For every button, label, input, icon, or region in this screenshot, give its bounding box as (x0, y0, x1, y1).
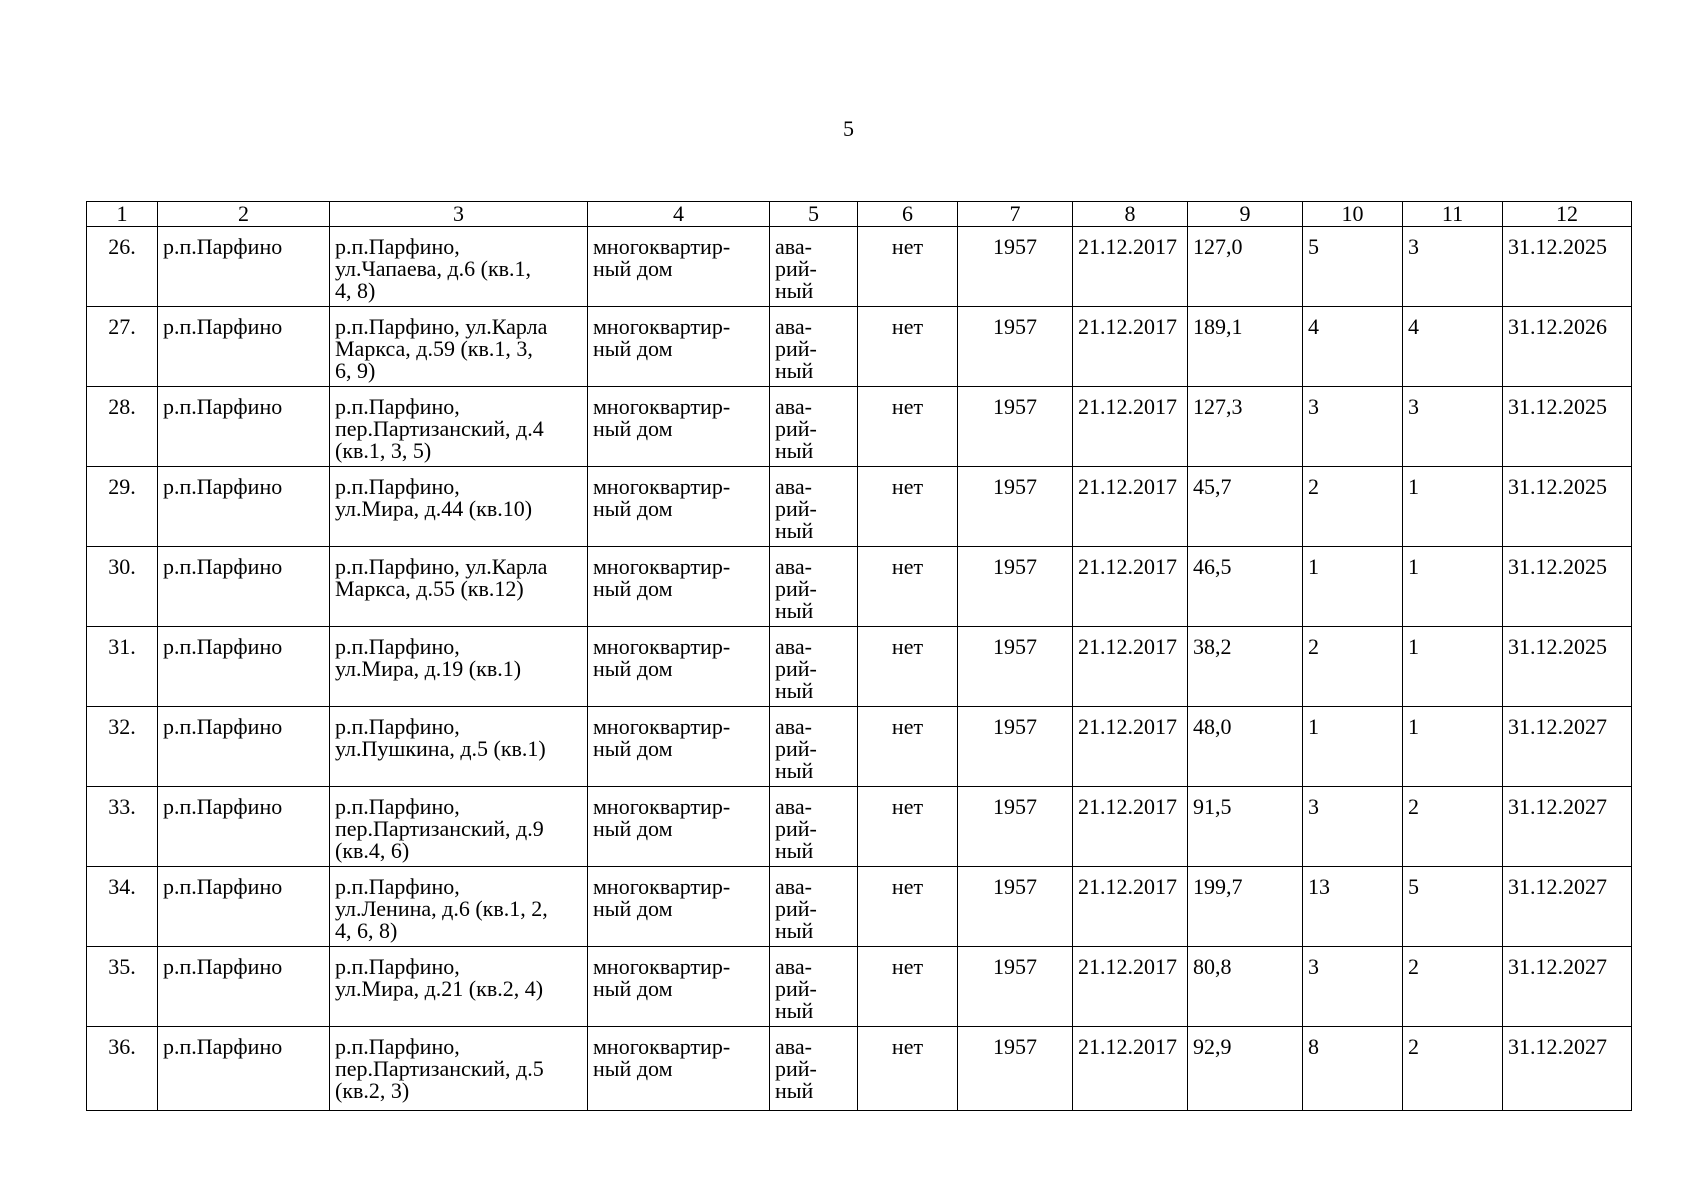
condition-status-cell-line: ава- (775, 874, 812, 899)
building-type-cell-line: многоквартир- (593, 474, 731, 499)
residents-cell: 8 (1303, 1027, 1403, 1111)
flag-cell: нет (858, 707, 958, 787)
apartments-cell: 1 (1403, 547, 1503, 627)
deadline-cell: 31.12.2027 (1503, 867, 1632, 947)
address-cell-line: р.п.Парфино, (335, 1034, 460, 1059)
building-type-cell-line: ный дом (593, 336, 673, 361)
residents-cell: 2 (1303, 467, 1403, 547)
year-built-cell: 1957 (958, 1027, 1073, 1111)
recognition-date-cell: 21.12.2017 (1073, 707, 1188, 787)
row-number-cell: 28. (87, 387, 158, 467)
building-type-cell (588, 867, 770, 947)
address-cell-line: пер.Партизанский, д.5 (335, 1056, 544, 1081)
address-cell (330, 227, 588, 307)
condition-status-cell (770, 787, 858, 867)
recognition-date-cell: 21.12.2017 (1073, 947, 1188, 1027)
column-number-header: 7 (958, 202, 1073, 227)
condition-status-cell-line: ава- (775, 314, 812, 339)
condition-status-cell-line: ный (775, 678, 814, 703)
deadline-cell: 31.12.2025 (1503, 467, 1632, 547)
deadline-cell: 31.12.2025 (1503, 387, 1632, 467)
row-number-cell: 36. (87, 1027, 158, 1111)
building-type-cell-line: ный дом (593, 576, 673, 601)
condition-status-cell-line: ава- (775, 954, 812, 979)
settlement-cell: р.п.Парфино (158, 707, 330, 787)
condition-status-cell (770, 387, 858, 467)
deadline-cell: 31.12.2027 (1503, 707, 1632, 787)
area-cell: 80,8 (1188, 947, 1303, 1027)
condition-status-cell-line: ава- (775, 554, 812, 579)
residents-cell: 2 (1303, 627, 1403, 707)
building-type-cell-line: ный дом (593, 1056, 673, 1081)
building-type-cell-line: многоквартир- (593, 714, 731, 739)
page-number: 5 (843, 116, 854, 141)
condition-status-cell-line: рий- (775, 1056, 817, 1081)
flag-cell: нет (858, 1027, 958, 1111)
year-built-cell: 1957 (958, 867, 1073, 947)
condition-status-cell-line: ный (775, 838, 814, 863)
apartments-cell: 2 (1403, 787, 1503, 867)
settlement-cell: р.п.Парфино (158, 307, 330, 387)
building-type-cell-line: многоквартир- (593, 1034, 731, 1059)
table-row (87, 307, 1632, 387)
condition-status-cell-line: ный (775, 758, 814, 783)
address-cell-line: р.п.Парфино, (335, 234, 460, 259)
address-cell-line: пер.Партизанский, д.9 (335, 816, 544, 841)
condition-status-cell-line: ный (775, 518, 814, 543)
building-type-cell-line: ный дом (593, 896, 673, 921)
condition-status-cell (770, 307, 858, 387)
address-cell-line: 6, 9) (335, 358, 376, 383)
table-row (87, 387, 1632, 467)
column-number-header: 12 (1503, 202, 1632, 227)
column-number-header: 4 (588, 202, 770, 227)
condition-status-cell-line: ный (775, 998, 814, 1023)
settlement-cell: р.п.Парфино (158, 467, 330, 547)
row-number-cell: 30. (87, 547, 158, 627)
building-type-cell (588, 547, 770, 627)
address-cell-line: р.п.Парфино, (335, 634, 460, 659)
address-cell-line: р.п.Парфино, (335, 474, 460, 499)
row-number-cell: 31. (87, 627, 158, 707)
building-type-cell-line: ный дом (593, 976, 673, 1001)
building-type-cell (588, 627, 770, 707)
table-row (87, 947, 1632, 1027)
condition-status-cell-line: ава- (775, 794, 812, 819)
condition-status-cell-line: рий- (775, 656, 817, 681)
address-cell-line: Маркса, д.59 (кв.1, 3, (335, 336, 533, 361)
deadline-cell: 31.12.2025 (1503, 547, 1632, 627)
address-cell-line: (кв.1, 3, 5) (335, 438, 432, 463)
condition-status-cell (770, 547, 858, 627)
address-cell-line: р.п.Парфино, ул.Карла (335, 314, 548, 339)
column-number-row (87, 202, 1632, 227)
condition-status-cell-line: рий- (775, 256, 817, 281)
row-number-cell: 27. (87, 307, 158, 387)
address-cell (330, 1027, 588, 1111)
year-built-cell: 1957 (958, 227, 1073, 307)
condition-status-cell-line: ава- (775, 234, 812, 259)
area-cell: 38,2 (1188, 627, 1303, 707)
building-type-cell (588, 307, 770, 387)
row-number-cell: 33. (87, 787, 158, 867)
condition-status-cell-line: рий- (775, 336, 817, 361)
table-row (87, 867, 1632, 947)
deadline-cell: 31.12.2027 (1503, 1027, 1632, 1111)
condition-status-cell-line: ава- (775, 634, 812, 659)
year-built-cell: 1957 (958, 947, 1073, 1027)
table-row (87, 707, 1632, 787)
recognition-date-cell: 21.12.2017 (1073, 867, 1188, 947)
year-built-cell: 1957 (958, 307, 1073, 387)
condition-status-cell-line: ава- (775, 394, 812, 419)
year-built-cell: 1957 (958, 547, 1073, 627)
condition-status-cell-line: рий- (775, 416, 817, 441)
address-cell (330, 707, 588, 787)
recognition-date-cell: 21.12.2017 (1073, 627, 1188, 707)
building-type-cell-line: многоквартир- (593, 554, 731, 579)
deadline-cell: 31.12.2025 (1503, 227, 1632, 307)
area-cell: 199,7 (1188, 867, 1303, 947)
row-number-cell: 26. (87, 227, 158, 307)
flag-cell: нет (858, 387, 958, 467)
address-cell-line: пер.Партизанский, д.4 (335, 416, 544, 441)
flag-cell: нет (858, 227, 958, 307)
condition-status-cell-line: ный (775, 438, 814, 463)
address-cell-line: ул.Мира, д.21 (кв.2, 4) (335, 976, 544, 1001)
recognition-date-cell: 21.12.2017 (1073, 547, 1188, 627)
address-cell (330, 787, 588, 867)
area-cell: 92,9 (1188, 1027, 1303, 1111)
area-cell: 46,5 (1188, 547, 1303, 627)
address-cell (330, 547, 588, 627)
column-number-header: 6 (858, 202, 958, 227)
address-cell-line: (кв.2, 3) (335, 1078, 410, 1103)
condition-status-cell-line: ный (775, 918, 814, 943)
residents-cell: 1 (1303, 547, 1403, 627)
address-cell-line: р.п.Парфино, (335, 794, 460, 819)
building-type-cell (588, 947, 770, 1027)
column-number-header: 11 (1403, 202, 1503, 227)
residents-cell: 4 (1303, 307, 1403, 387)
flag-cell: нет (858, 547, 958, 627)
row-number-cell: 29. (87, 467, 158, 547)
address-cell-line: ул.Чапаева, д.6 (кв.1, (335, 256, 532, 281)
residents-cell: 5 (1303, 227, 1403, 307)
address-cell (330, 467, 588, 547)
recognition-date-cell: 21.12.2017 (1073, 1027, 1188, 1111)
table-row (87, 787, 1632, 867)
column-number-header: 9 (1188, 202, 1303, 227)
building-type-cell (588, 787, 770, 867)
address-cell-line: ул.Мира, д.44 (кв.10) (335, 496, 533, 521)
housing-registry-table (86, 201, 1632, 1111)
row-number-cell: 35. (87, 947, 158, 1027)
apartments-cell: 3 (1403, 227, 1503, 307)
settlement-cell: р.п.Парфино (158, 1027, 330, 1111)
condition-status-cell-line: рий- (775, 496, 817, 521)
column-number-header: 8 (1073, 202, 1188, 227)
address-cell-line: ул.Мира, д.19 (кв.1) (335, 656, 522, 681)
deadline-cell: 31.12.2026 (1503, 307, 1632, 387)
settlement-cell: р.п.Парфино (158, 867, 330, 947)
column-number-header: 10 (1303, 202, 1403, 227)
flag-cell: нет (858, 467, 958, 547)
condition-status-cell (770, 467, 858, 547)
area-cell: 127,0 (1188, 227, 1303, 307)
building-type-cell-line: ный дом (593, 736, 673, 761)
area-cell: 127,3 (1188, 387, 1303, 467)
condition-status-cell (770, 227, 858, 307)
address-cell (330, 867, 588, 947)
building-type-cell (588, 387, 770, 467)
condition-status-cell-line: ный (775, 278, 814, 303)
residents-cell: 3 (1303, 947, 1403, 1027)
table-row (87, 547, 1632, 627)
address-cell-line: (кв.4, 6) (335, 838, 410, 863)
flag-cell: нет (858, 627, 958, 707)
building-type-cell-line: многоквартир- (593, 874, 731, 899)
building-type-cell (588, 227, 770, 307)
condition-status-cell-line: ава- (775, 1034, 812, 1059)
building-type-cell-line: многоквартир- (593, 794, 731, 819)
column-number-header: 2 (158, 202, 330, 227)
condition-status-cell (770, 947, 858, 1027)
settlement-cell: р.п.Парфино (158, 627, 330, 707)
address-cell (330, 947, 588, 1027)
year-built-cell: 1957 (958, 627, 1073, 707)
column-number-header: 1 (87, 202, 158, 227)
address-cell-line: Маркса, д.55 (кв.12) (335, 576, 524, 601)
building-type-cell-line: многоквартир- (593, 394, 731, 419)
address-cell-line: 4, 6, 8) (335, 918, 398, 943)
table-row (87, 627, 1632, 707)
condition-status-cell-line: ный (775, 358, 814, 383)
address-cell-line: р.п.Парфино, (335, 394, 460, 419)
flag-cell: нет (858, 867, 958, 947)
condition-status-cell-line: ный (775, 598, 814, 623)
table-row (87, 227, 1632, 307)
address-cell-line: р.п.Парфино, ул.Карла (335, 554, 548, 579)
row-number-cell: 32. (87, 707, 158, 787)
address-cell-line: ул.Пушкина, д.5 (кв.1) (335, 736, 546, 761)
settlement-cell: р.п.Парфино (158, 947, 330, 1027)
condition-status-cell-line: рий- (775, 576, 817, 601)
building-type-cell-line: многоквартир- (593, 634, 731, 659)
address-cell-line: 4, 8) (335, 278, 376, 303)
residents-cell: 3 (1303, 387, 1403, 467)
recognition-date-cell: 21.12.2017 (1073, 387, 1188, 467)
address-cell (330, 307, 588, 387)
apartments-cell: 1 (1403, 467, 1503, 547)
condition-status-cell-line: рий- (775, 976, 817, 1001)
year-built-cell: 1957 (958, 787, 1073, 867)
settlement-cell: р.п.Парфино (158, 387, 330, 467)
condition-status-cell-line: ный (775, 1078, 814, 1103)
table-row (87, 1027, 1632, 1111)
building-type-cell-line: многоквартир- (593, 314, 731, 339)
condition-status-cell-line: ава- (775, 474, 812, 499)
settlement-cell: р.п.Парфино (158, 227, 330, 307)
apartments-cell: 4 (1403, 307, 1503, 387)
building-type-cell-line: ный дом (593, 656, 673, 681)
building-type-cell-line: ный дом (593, 496, 673, 521)
apartments-cell: 1 (1403, 627, 1503, 707)
year-built-cell: 1957 (958, 707, 1073, 787)
address-cell-line: ул.Ленина, д.6 (кв.1, 2, (335, 896, 548, 921)
recognition-date-cell: 21.12.2017 (1073, 307, 1188, 387)
apartments-cell: 1 (1403, 707, 1503, 787)
apartments-cell: 2 (1403, 947, 1503, 1027)
residents-cell: 3 (1303, 787, 1403, 867)
table-row (87, 467, 1632, 547)
building-type-cell (588, 707, 770, 787)
flag-cell: нет (858, 307, 958, 387)
address-cell-line: р.п.Парфино, (335, 874, 460, 899)
deadline-cell: 31.12.2027 (1503, 947, 1632, 1027)
condition-status-cell-line: рий- (775, 736, 817, 761)
area-cell: 48,0 (1188, 707, 1303, 787)
residents-cell: 1 (1303, 707, 1403, 787)
column-number-header: 5 (770, 202, 858, 227)
address-cell-line: р.п.Парфино, (335, 954, 460, 979)
deadline-cell: 31.12.2025 (1503, 627, 1632, 707)
settlement-cell: р.п.Парфино (158, 547, 330, 627)
year-built-cell: 1957 (958, 387, 1073, 467)
condition-status-cell (770, 867, 858, 947)
condition-status-cell-line: рий- (775, 816, 817, 841)
condition-status-cell (770, 627, 858, 707)
settlement-cell: р.п.Парфино (158, 787, 330, 867)
flag-cell: нет (858, 947, 958, 1027)
column-number-header: 3 (330, 202, 588, 227)
recognition-date-cell: 21.12.2017 (1073, 467, 1188, 547)
address-cell (330, 627, 588, 707)
apartments-cell: 3 (1403, 387, 1503, 467)
flag-cell: нет (858, 787, 958, 867)
condition-status-cell (770, 707, 858, 787)
building-type-cell-line: многоквартир- (593, 954, 731, 979)
residents-cell: 13 (1303, 867, 1403, 947)
building-type-cell (588, 467, 770, 547)
building-type-cell-line: ный дом (593, 816, 673, 841)
area-cell: 45,7 (1188, 467, 1303, 547)
condition-status-cell (770, 1027, 858, 1111)
apartments-cell: 5 (1403, 867, 1503, 947)
area-cell: 189,1 (1188, 307, 1303, 387)
condition-status-cell-line: рий- (775, 896, 817, 921)
building-type-cell-line: ный дом (593, 256, 673, 281)
area-cell: 91,5 (1188, 787, 1303, 867)
condition-status-cell-line: ава- (775, 714, 812, 739)
deadline-cell: 31.12.2027 (1503, 787, 1632, 867)
building-type-cell-line: ный дом (593, 416, 673, 441)
recognition-date-cell: 21.12.2017 (1073, 227, 1188, 307)
recognition-date-cell: 21.12.2017 (1073, 787, 1188, 867)
year-built-cell: 1957 (958, 467, 1073, 547)
building-type-cell-line: многоквартир- (593, 234, 731, 259)
address-cell-line: р.п.Парфино, (335, 714, 460, 739)
address-cell (330, 387, 588, 467)
building-type-cell (588, 1027, 770, 1111)
row-number-cell: 34. (87, 867, 158, 947)
apartments-cell: 2 (1403, 1027, 1503, 1111)
